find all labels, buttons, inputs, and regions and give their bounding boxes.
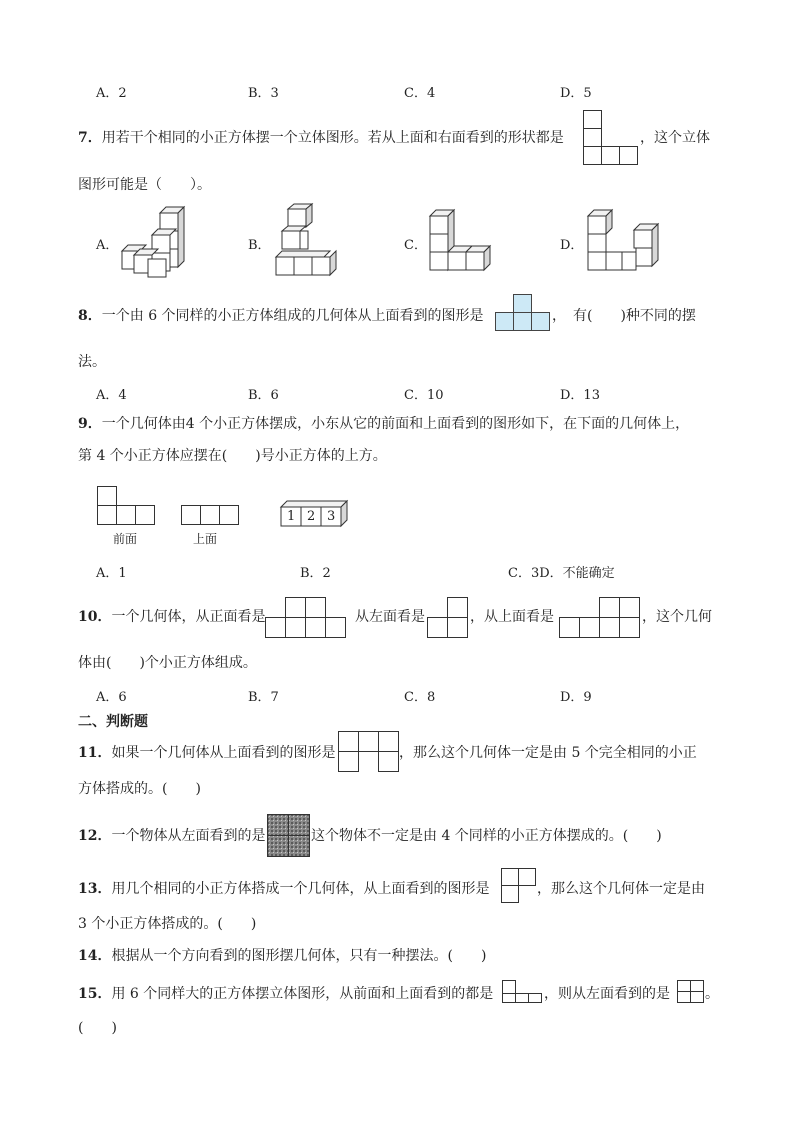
q9-cube-2: 2 (307, 509, 316, 524)
q11-number: 11． (78, 745, 112, 761)
section-heading: 二、判断题 (78, 714, 148, 730)
q6-option-d: D．5 (560, 86, 592, 101)
q9-label-top: 上面 (193, 532, 218, 546)
q7-text1: 用若干个相同的小正方体摆一个立体图形。若从上面和右面看到的形状都是 (101, 130, 564, 146)
q6-option-c: C．4 (404, 86, 436, 101)
q8-line1 (78, 306, 484, 326)
q7-option-a-figure (118, 203, 188, 277)
q15-text1c: 。 (705, 986, 719, 1002)
q9-cube-3: 3 (327, 509, 336, 524)
q10-text-c: ，从上面看是 (470, 609, 554, 625)
q6-option-a: A．2 (96, 86, 127, 101)
q7-number: 7． (78, 130, 102, 146)
q15-front-top-view-figure (502, 980, 544, 1004)
q9-front-view-figure (97, 486, 157, 526)
q11-top-view-figure (338, 731, 400, 773)
q12-text1a: 一个物体从左面看到的是 (111, 828, 266, 844)
q7-text2: 图形可能是（ ）。 (78, 177, 211, 193)
q14-number: 14． (78, 948, 112, 964)
q7-option-d-figure (586, 206, 656, 276)
q12-text1b: 这个物体不一定是由 4 个同样的小正方体摆成的。( ) (311, 828, 662, 844)
q8-top-view-figure (495, 294, 551, 334)
q7-line1 (78, 128, 564, 148)
q10-option-c: C．8 (404, 690, 436, 705)
q8-option-b: B．6 (248, 388, 279, 403)
q8-number: 8． (78, 308, 102, 324)
q12-left-view-figure (267, 814, 311, 858)
q12-number: 12． (78, 828, 112, 844)
q13-line1 (78, 879, 489, 899)
q12-line1 (78, 826, 265, 846)
q10-option-a: A．6 (96, 690, 127, 705)
q7-option-b: B． (248, 238, 271, 253)
q9-top-view-figure (181, 505, 241, 527)
q10-text-d: ，这个几何 (642, 609, 712, 625)
q10-option-d: D．9 (560, 690, 592, 705)
q15-text2: ( ) (78, 1020, 117, 1036)
q7-text1b: ，这个立体 (640, 130, 710, 146)
q13-text1b: ，那么这个几何体一定是由 (537, 881, 705, 897)
q14-line1 (78, 946, 486, 966)
q10-top-view-figure (559, 597, 643, 639)
q10-text-a: 一个几何体，从正面看是 (111, 609, 266, 625)
q8-option-d: D．13 (560, 388, 600, 403)
q7-option-a: A． (96, 238, 119, 253)
q10-option-b: B．7 (248, 690, 279, 705)
q10-line1 (78, 607, 265, 627)
q15-left-view-figure (677, 980, 705, 1004)
q9-number: 9． (78, 416, 102, 432)
q10-text-b: 从左面看是 (355, 609, 425, 625)
q7-option-c: C． (404, 238, 427, 253)
q11-line1 (78, 743, 335, 763)
q13-text1a: 用几个相同的小正方体搭成一个几何体，从上面看到的图形是 (111, 881, 490, 897)
q9-option-b: B．2 (300, 566, 331, 581)
q11-text1a: 如果一个几何体从上面看到的图形是 (111, 745, 336, 761)
q9-line1 (78, 414, 689, 434)
q13-text2: 3 个小正方体搭成的。( ) (78, 916, 257, 932)
q9-text1: 一个几何体由4 个小正方体摆成，小东从它的前面和上面看到的图形如下，在下面的几何体上， (101, 416, 690, 432)
q8-text2: 法。 (78, 354, 106, 370)
q15-text1b: ，则从左面看到的是 (544, 986, 670, 1002)
q11-text2: 方体搭成的。( ) (78, 781, 201, 797)
q10-left-view-figure (427, 597, 471, 639)
q7-option-d: D． (560, 238, 584, 253)
q11-text1b: ，那么这个几何体一定是由 5 个完全相同的小正 (399, 745, 697, 761)
q7-view-figure (583, 110, 639, 166)
q8-text1b: ， 有( )种不同的摆 (552, 308, 696, 324)
q15-number: 15． (78, 986, 112, 1002)
q9-option-cd: C．3D．不能确定 (508, 566, 615, 581)
q9-cube-1: 1 (287, 509, 296, 524)
q13-top-view-figure (501, 868, 537, 904)
q6-option-b: B．3 (248, 86, 279, 101)
q8-option-a: A．4 (96, 388, 127, 403)
q10-text2: 体由( )个小正方体组成。 (78, 655, 257, 671)
q8-option-c: C．10 (404, 388, 444, 403)
q15-line1 (78, 984, 493, 1004)
q13-number: 13． (78, 881, 112, 897)
q10-number: 10． (78, 609, 112, 625)
q9-text2: 第 4 个小正方体应摆在( )号小正方体的上方。 (78, 448, 387, 464)
q14-text: 根据从一个方向看到的图形摆几何体，只有一种摆法。( ) (111, 948, 487, 964)
q7-option-b-figure (274, 203, 338, 277)
q7-option-c-figure (428, 206, 494, 276)
q15-text1a: 用 6 个同样大的正方体摆立体图形，从前面和上面看到的都是 (111, 986, 494, 1002)
q8-text1: 一个由 6 个同样的小正方体组成的几何体从上面看到的图形是 (101, 308, 484, 324)
q9-option-a: A．1 (96, 566, 127, 581)
q10-front-view-figure (265, 597, 349, 639)
q9-label-front: 前面 (113, 532, 138, 546)
